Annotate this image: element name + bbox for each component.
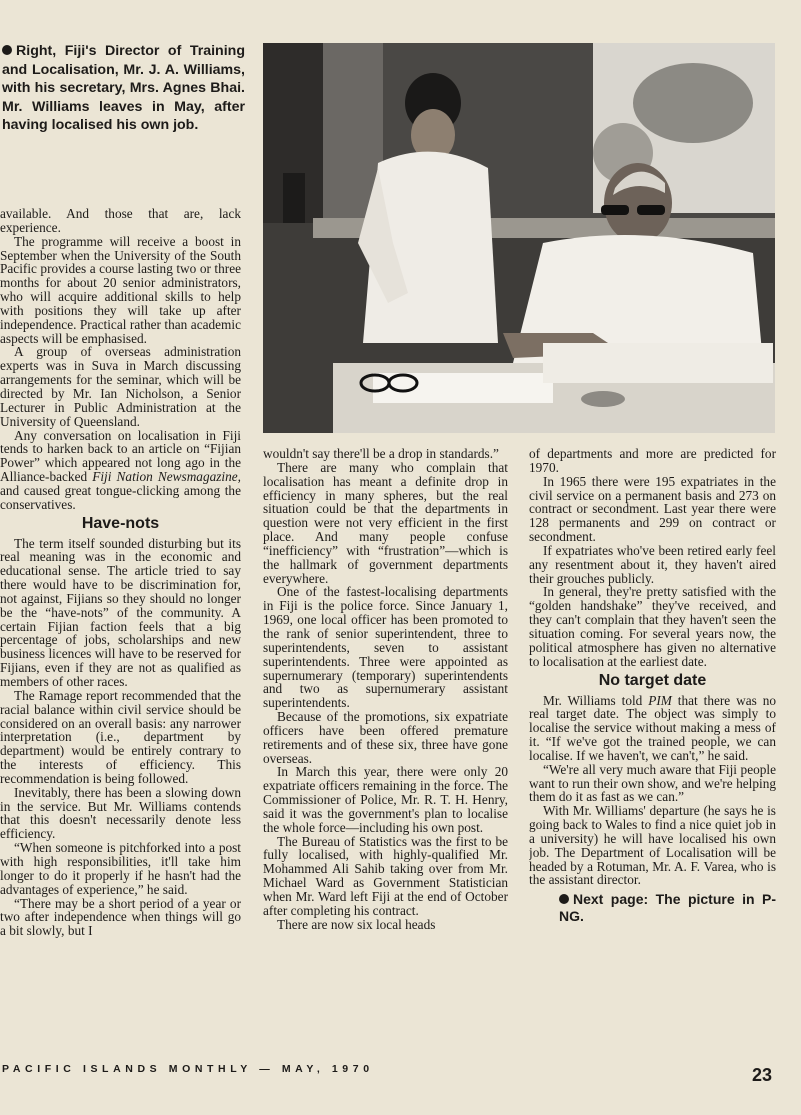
paragraph: “We're all very much aware that Fiji people want to run their own show, and we're helping them do it as fast as we can.”: [529, 761, 776, 805]
paragraph: “There may be a short period of a year or two after independence when things will go a bit slowly, but I: [0, 895, 241, 939]
photo-caption: [2, 42, 245, 135]
paragraph: The programme will receive a boost in September when the University of the South Pacific provides a course lasting two or three months for about 20 senior administrators, who will acquire additional skills to help with positions they will take up after independence. Practical rather than academic aspects will be emphasised.: [0, 233, 241, 346]
paragraph: The Bureau of Statistics was the first to be fully localised, with highly-qualified Mr. Mohammed Ali Sahib taking over from Mr. Michael Ward as Government Statistician when Mr. Ward left Fiji at the end of October after completing his contract.: [263, 833, 508, 918]
article-column-2: [263, 447, 508, 1057]
paragraph: One of the fastest-localising departments in Fiji is the police force. Since January 1, 1969, one local officer has been promoted to the rank of senior superintendent, three to superintendents, seven to assistant superintendents. Three were appointed as supernumerary (temporary) superintendents and two as supernumerary assistant superintendents.: [263, 584, 508, 711]
paragraph: [0, 429, 241, 512]
paragraph: Inevitably, there has been a slowing down in the service. But Mr. Williams contends that this doesn't necessarily denote less efficiency.: [0, 784, 241, 842]
paragraph: Because of the promotions, six expatriate officers have been offered premature retirements and of these six, three have gone overseas.: [263, 709, 508, 766]
paragraph: [529, 694, 776, 763]
page-number: 23: [752, 1065, 773, 1085]
paragraph: In March this year, there were only 20 expatriate officers remaining in the force. The Commissioner of Police, Mr. R. T. H. Henry, said it was the government's plan to localise the whole force—including his own post.: [263, 764, 508, 835]
photograph-icon: [263, 43, 775, 433]
publication-abbrev: PIM: [648, 692, 672, 708]
bullet-icon: [2, 45, 12, 55]
section-heading: No target date: [598, 671, 707, 689]
paragraph-text: and caused great tongue-clicking among the conservatives.: [0, 482, 241, 512]
article-column-1: [0, 207, 241, 1057]
bullet-icon: [559, 894, 569, 904]
paragraph: of departments and more are predicted for 1970.: [529, 447, 776, 475]
paragraph: In 1965 there were 195 expatriates in the civil service on a permanent basis and 273 on contract or secondment. Last year there were 128 permanents and 299 on contract or secondment.: [529, 473, 776, 545]
paragraph: wouldn't say there'll be a drop in standards.”: [263, 447, 499, 461]
paragraph: The Ramage report recommended that the racial balance within civil service should be considered on an overall basis: any narrower interpretation (i.e., department by department) would be entirely contrary to the interests of efficiency. This recommendation is being followed.: [0, 687, 241, 786]
section-heading: Have-nots: [81, 514, 160, 532]
article-column-3: [529, 447, 776, 1057]
paragraph: With Mr. Williams' departure (he says he is going back to Wales to find a nice quiet job in a university) he will have localised his own job. The Department of Localisation will be headed by a Rotuman, Mr. A. F. Varea, who is the assistant director.: [529, 803, 776, 888]
paragraph: A group of overseas administration experts was in Suva in March discussing arrangements for the seminar, which will be directed by Mr. Ian Nicholson, a Senior Lecturer in Public Administration at the University of Queensland.: [0, 344, 241, 429]
publication-name: Fiji Nation Newsmagazine,: [92, 469, 241, 485]
page-footer: PACIFIC ISLANDS MONTHLY — MAY, 1970: [2, 1063, 374, 1075]
paragraph-text: Any conversation on localisation in Fiji tends to harken back to an article on “Fijian Power” which appeared not long ago in the Alliance-backed: [0, 427, 241, 485]
paragraph: “When someone is pitchforked into a post with high responsibilities, it'll take him longer to do it properly if he hasn't had the advantages of experience,” he said.: [0, 840, 241, 897]
paragraph: There are now six local heads: [277, 916, 436, 932]
article-photo: [263, 43, 775, 433]
paragraph: In general, they're pretty satisfied with the “golden handshake” they've received, and they can't complain that they haven't seen the situation coming. For several years now, the political atmosphere has given no alternative to localisation at the earliest date.: [529, 584, 776, 669]
paragraph: If expatriates who've been retired early feel any resentment about it, they haven't aired their grouches publicly.: [529, 542, 776, 586]
paragraph-text: that there was no real target date. The object was simply to localise the service without making a mess of it. “If we've got the trained people, we can localise. If we haven't, we can't,” he said.: [529, 692, 776, 763]
paragraph: available. And those that are, lack experience.: [0, 207, 241, 235]
paragraph: The term itself sounded disturbing but its real meaning was in the economic and educational sense. The article tried to say there would have to be discrimination for, not against, Fijians so they should no longer be the “have-nots” of the community. A certain Fijian faction feels that a big percentage of jobs, scholarships and new business licences will have to be reserved for Fijians, even if they are not as qualified as members of other races.: [0, 535, 241, 689]
paragraph: There are many who complain that localisation has meant a definite drop in efficiency in many spheres, but the real situation could be that the departments in question were not very efficient in the first place. And many people confuse “inefficiency” with “frustration”—which is the hallmark of government departments everywhere.: [263, 459, 508, 586]
next-page-text: Next page: The picture in P-NG.: [559, 891, 776, 925]
paragraph-text: Mr. Williams told: [543, 692, 649, 708]
caption-text: Right, Fiji's Director of Training and Localisation, Mr. J. A. Williams, with his secretary, Mrs. Agnes Bhai. Mr. Williams leaves in May, after having localised his own job.: [2, 43, 245, 134]
next-page-note: [559, 891, 776, 925]
